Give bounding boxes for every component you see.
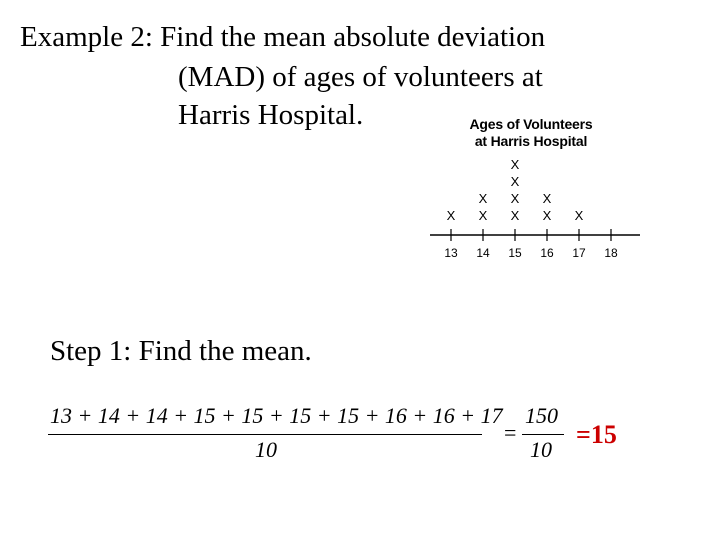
data-point-x: X <box>478 208 488 223</box>
dot-plot-title-line-1: Ages of Volunteers <box>469 116 593 132</box>
tick-label-15: 15 <box>508 246 522 260</box>
data-point-x: X <box>542 208 552 223</box>
title-line-3: Harris Hospital. <box>178 99 364 131</box>
data-point-x: X <box>510 191 520 206</box>
data-point-x: X <box>510 157 520 172</box>
tick-label-18: 18 <box>604 246 618 260</box>
dot-plot <box>420 150 660 270</box>
tick-label-14: 14 <box>476 246 490 260</box>
sum-numerator: 13 + 14 + 14 + 15 + 15 + 15 + 15 + 16 + 16 + 17 <box>50 403 503 428</box>
total-denominator: 10 <box>530 437 552 462</box>
mean-result: =15 <box>576 420 617 449</box>
tick-label-16: 16 <box>540 246 554 260</box>
data-point-x: X <box>478 191 488 206</box>
total-numerator: 150 <box>525 403 558 428</box>
tick-label-13: 13 <box>444 246 458 260</box>
equals-sign: = <box>504 420 517 445</box>
tick-label-17: 17 <box>572 246 586 260</box>
data-point-x: X <box>574 208 584 223</box>
data-point-x: X <box>446 208 456 223</box>
dot-plot-title-line-2: at Harris Hospital <box>474 133 588 149</box>
step-1-label: Step 1: Find the mean. <box>50 335 312 367</box>
title-line-1: Example 2: Find the mean absolute deviation <box>20 21 546 53</box>
data-point-x: X <box>542 191 552 206</box>
data-point-x: X <box>510 208 520 223</box>
title-line-2: (MAD) of ages of volunteers at <box>178 61 543 93</box>
sum-denominator: 10 <box>255 437 277 462</box>
data-point-x: X <box>510 174 520 189</box>
fraction-bar <box>48 434 482 435</box>
fraction-bar-2 <box>522 434 564 435</box>
